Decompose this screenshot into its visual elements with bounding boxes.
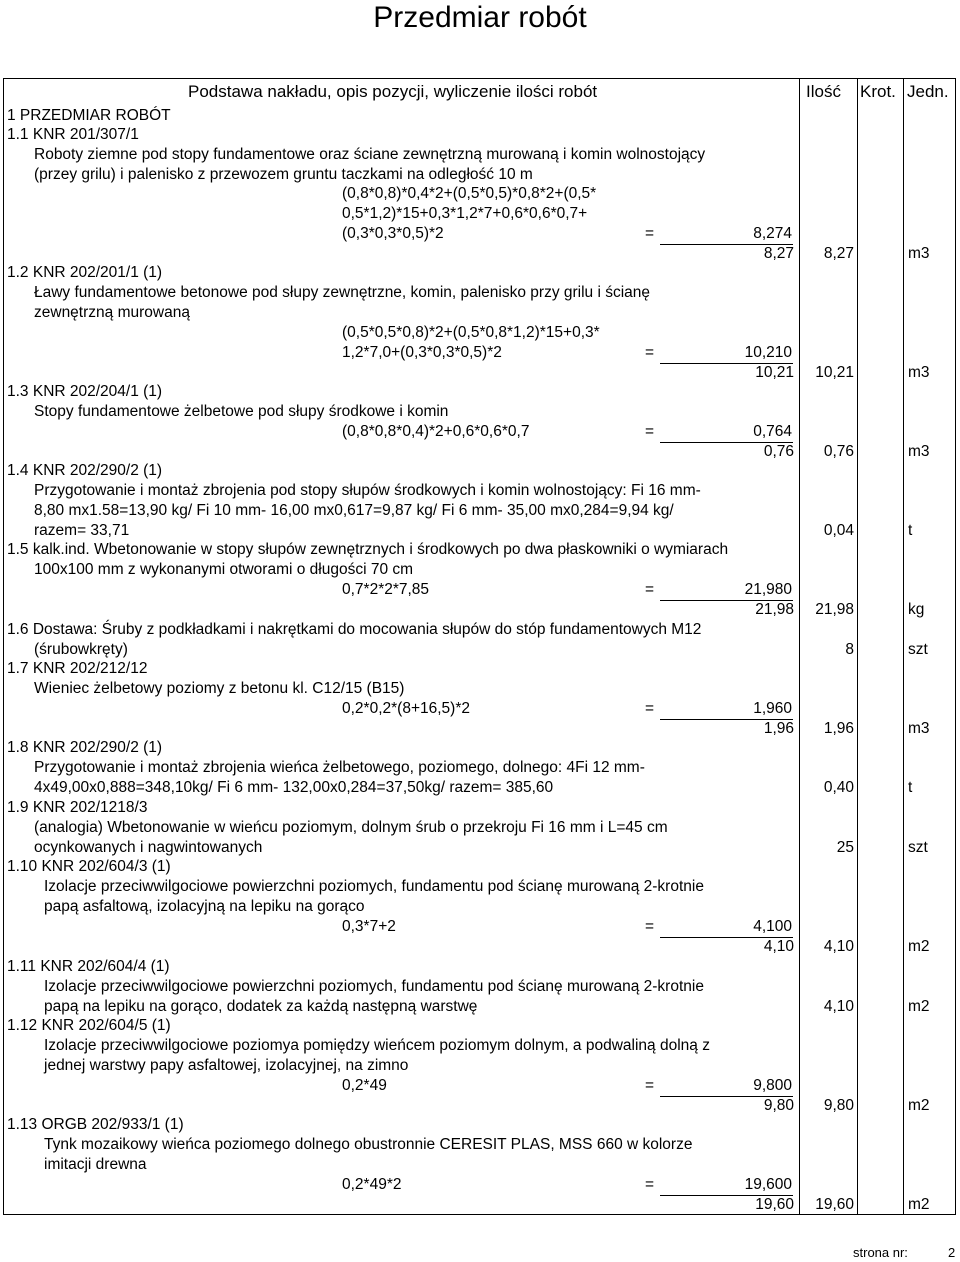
item-code: 1.7 KNR 202/212/12	[7, 660, 148, 677]
item-krot: 10,21	[815, 364, 854, 381]
item-description: Izolacje przeciwwilgociowe poziomya pomiędzy wieńcem poziomym dolnym, a podwaliną dolną z	[44, 1037, 710, 1054]
item-quantity: 10,21	[755, 364, 794, 381]
equals-sign: =	[645, 700, 655, 717]
item-krot: 1,96	[823, 720, 854, 737]
item-code: 1.1 KNR 201/307/1	[7, 126, 139, 143]
item-description: Ławy fundamentowe betonowe pod słupy zewnętrzne, komin, palenisko przy grilu i ścianę	[34, 284, 651, 301]
item-description: razem= 33,71	[34, 522, 130, 539]
item-description: ocynkowanych i nagwintowanych	[34, 839, 263, 856]
item-code: 1.3 KNR 202/204/1 (1)	[7, 383, 163, 400]
item-description: Tynk mozaikowy wieńca poziomego dolnego obustronnie CERESIT PLAS, MSS 660 w kolorze	[44, 1136, 693, 1153]
item-code: 1.2 KNR 202/201/1 (1)	[7, 264, 163, 281]
item-description: (analogia) Wbetonowanie w wieńcu poziomym, dolnym śrub o przekroju Fi 16 mm i L=45 cm	[34, 819, 668, 836]
item-unit: m2	[908, 938, 930, 955]
item-description: Izolacje przeciwwilgociowe powierzchni poziomych, fundamentu pod ścianę murowaną 2-krotnie	[44, 978, 704, 995]
item-unit: kg	[908, 601, 925, 618]
item-description: Przygotowanie i montaż zbrojenia pod stopy słupów środkowych i komin wolnostojący: Fi 16 mm-	[34, 482, 701, 499]
item-description: papą na lepiku na gorąco, dodatek za każdą następną warstwę	[44, 998, 478, 1015]
equals-sign: =	[645, 225, 655, 242]
header-quantity: Ilość	[806, 82, 841, 101]
item-result: 8,274	[753, 225, 792, 242]
item-krot: 0,76	[823, 443, 854, 460]
item-krot: 9,80	[823, 1097, 854, 1114]
equals-sign: =	[645, 1077, 655, 1094]
item-quantity: 4,10	[763, 938, 794, 955]
section-heading: 1 PRZEDMIAR ROBÓT	[7, 107, 171, 124]
item-description: 8,80 mx1.58=13,90 kg/ Fi 10 mm- 16,00 mx0,617=9,87 kg/ Fi 6 mm- 35,00 mx0,284=9,94 kg/	[34, 502, 674, 519]
item-code: 1.9 KNR 202/1218/3	[7, 799, 148, 816]
item-formula: (0,3*0,3*0,5)*2	[342, 225, 444, 242]
item-unit: m2	[908, 1196, 930, 1213]
item-krot: 25	[836, 839, 854, 856]
item-unit: m3	[908, 245, 930, 262]
item-description: (śrubowkręty)	[34, 641, 128, 658]
item-result: 9,800	[753, 1077, 792, 1094]
item-krot: 4,10	[823, 938, 854, 955]
header-description: Podstawa nakładu, opis pozycji, wyliczenie ilości robót	[188, 82, 598, 101]
item-description: Przygotowanie i montaż zbrojenia wieńca żelbetowego, poziomego, dolnego: 4Fi 12 mm-	[34, 759, 645, 776]
equals-sign: =	[645, 581, 655, 598]
item-description: jednej warstwy papy asfaltowej, izolacyjnej, na zimno	[44, 1057, 409, 1074]
page-number-label: strona nr:	[853, 1245, 908, 1260]
item-quantity: 1,96	[763, 720, 794, 737]
equals-sign: =	[645, 1176, 655, 1193]
item-formula: 0,2*0,2*(8+16,5)*2	[342, 700, 470, 717]
item-code: 1.4 KNR 202/290/2 (1)	[7, 462, 163, 479]
item-krot: 8	[845, 641, 854, 658]
column-divider	[857, 78, 858, 1215]
column-divider	[799, 78, 800, 1215]
item-result: 0,764	[753, 423, 792, 440]
item-description: Izolacje przeciwwilgociowe powierzchni poziomych, fundamentu pod ścianę murowaną 2-krotnie	[44, 878, 704, 895]
item-unit: m3	[908, 443, 930, 460]
item-unit: m2	[908, 998, 930, 1015]
item-quantity: 8,27	[763, 245, 794, 262]
page-number: 2	[948, 1245, 956, 1260]
item-description: papą asfaltową, izolacyjną na lepiku na gorąco	[44, 898, 365, 915]
item-result: 19,600	[744, 1176, 792, 1193]
item-description: Roboty ziemne pod stopy fundamentowe oraz ściane zewnętrzną murowaną i komin wolnostojący	[34, 146, 706, 163]
column-divider	[903, 78, 904, 1215]
item-krot: 0,04	[823, 522, 854, 539]
header-unit: Jedn.	[907, 82, 949, 101]
equals-sign: =	[645, 423, 655, 440]
item-formula: (0,5*0,5*0,8)*2+(0,5*0,8*1,2)*15+0,3*	[342, 324, 600, 341]
item-code: 1.8 KNR 202/290/2 (1)	[7, 739, 163, 756]
item-krot: 21,98	[815, 601, 854, 618]
item-description: (przey grilu) i palenisko z przewozem gruntu taczkami na odległość 10 m	[34, 166, 533, 183]
item-unit: t	[908, 779, 913, 796]
item-code: 1.6 Dostawa: Śruby z podkładkami i nakrętkami do mocowania słupów do stóp fundamentowych M12	[7, 621, 702, 638]
item-krot: 0,40	[823, 779, 854, 796]
item-quantity: 9,80	[763, 1097, 794, 1114]
item-result: 10,210	[744, 344, 792, 361]
item-code: 1.12 KNR 202/604/5 (1)	[7, 1017, 171, 1034]
item-unit: m3	[908, 364, 930, 381]
item-unit: szt	[908, 641, 928, 658]
item-description: Wieniec żelbetowy poziomy z betonu kl. C12/15 (B15)	[34, 680, 405, 697]
item-description: 100x100 mm z wykonanymi otworami o długości 70 cm	[34, 561, 414, 578]
item-result: 21,980	[744, 581, 792, 598]
item-code: 1.5 kalk.ind. Wbetonowanie w stopy słupów zewnętrznych i środkowych po dwa płaskowniki o wymiarach	[7, 541, 729, 558]
header-krot: Krot.	[860, 82, 896, 101]
item-code: 1.10 KNR 202/604/3 (1)	[7, 858, 171, 875]
item-unit: t	[908, 522, 913, 539]
item-unit: m2	[908, 1097, 930, 1114]
item-description: Stopy fundamentowe żelbetowe pod słupy środkowe i komin	[34, 403, 449, 420]
page-title: Przedmiar robót	[373, 1, 587, 34]
item-result: 4,100	[753, 918, 792, 935]
item-code: 1.11 KNR 202/604/4 (1)	[7, 958, 170, 975]
item-description: imitacji drewna	[44, 1156, 147, 1173]
item-description: 4x49,00x0,888=348,10kg/ Fi 6 mm- 132,00x0,284=37,50kg/ razem= 385,60	[34, 779, 554, 796]
item-unit: szt	[908, 839, 928, 856]
item-description: zewnętrzną murowaną	[34, 304, 190, 321]
item-formula: 0,2*49*2	[342, 1176, 402, 1193]
item-quantity: 19,60	[755, 1196, 794, 1213]
item-formula: 0,7*2*2*7,85	[342, 581, 430, 598]
item-formula: 0,5*1,2)*15+0,3*1,2*7+0,6*0,6*0,7+	[342, 205, 588, 222]
item-formula: 1,2*7,0+(0,3*0,3*0,5)*2	[342, 344, 502, 361]
item-formula: 0,2*49	[342, 1077, 387, 1094]
item-krot: 8,27	[823, 245, 854, 262]
item-formula: (0,8*0,8*0,4)*2+0,6*0,6*0,7	[342, 423, 530, 440]
item-quantity: 0,76	[763, 443, 794, 460]
item-formula: 0,3*7+2	[342, 918, 396, 935]
equals-sign: =	[645, 344, 655, 361]
item-krot: 4,10	[823, 998, 854, 1015]
equals-sign: =	[645, 918, 655, 935]
item-result: 1,960	[753, 700, 792, 717]
item-krot: 19,60	[815, 1196, 854, 1213]
item-quantity: 21,98	[755, 601, 794, 618]
item-code: 1.13 ORGB 202/933/1 (1)	[7, 1116, 184, 1133]
item-unit: m3	[908, 720, 930, 737]
item-formula: (0,8*0,8)*0,4*2+(0,5*0,5)*0,8*2+(0,5*	[342, 185, 597, 202]
